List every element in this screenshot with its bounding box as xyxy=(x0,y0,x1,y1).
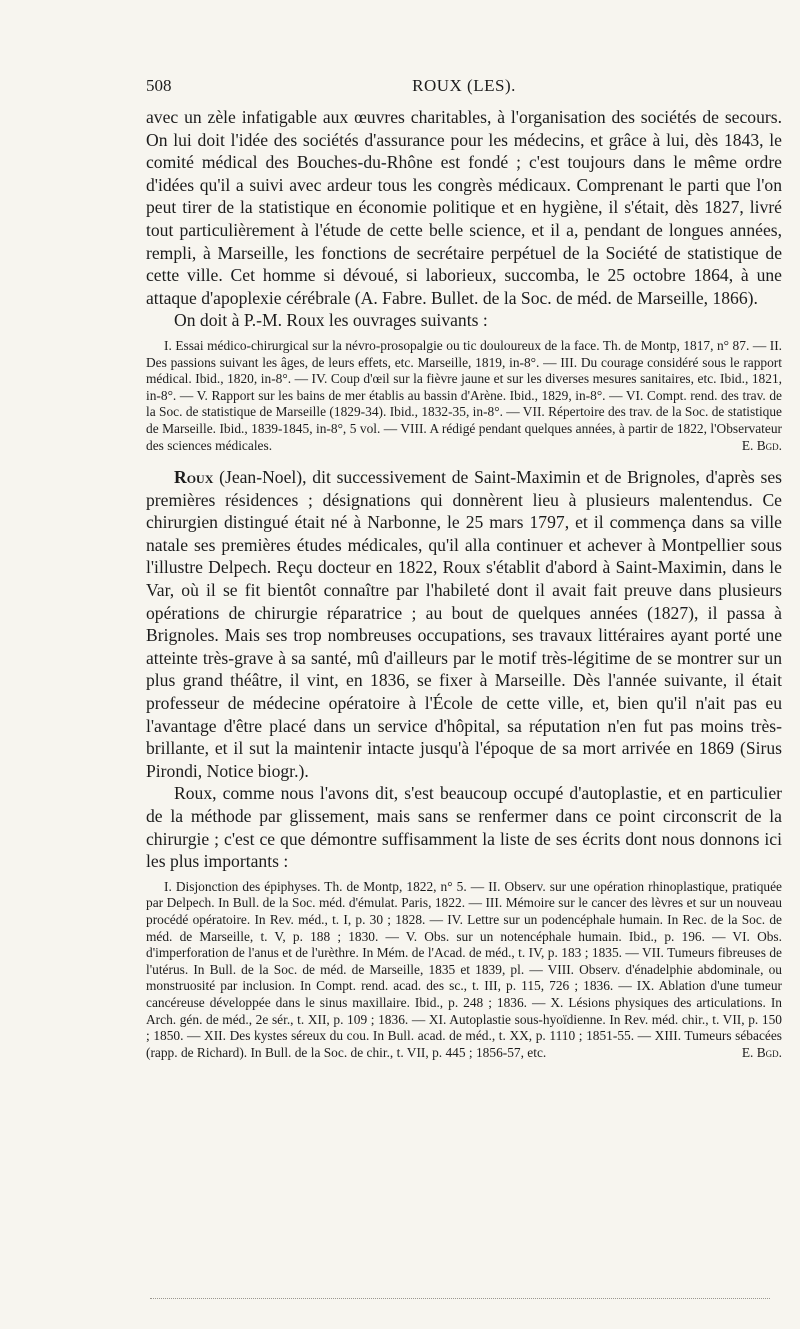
article-body xyxy=(146,106,782,332)
footer-rule xyxy=(150,1298,770,1299)
paragraph xyxy=(146,466,782,782)
author-signature: E. Bgd. xyxy=(741,437,782,453)
page-header xyxy=(146,76,782,106)
running-title: ROUX (LES). xyxy=(412,76,516,95)
article-body xyxy=(146,466,782,873)
bibliography-text: I. Disjonction des épiphyses. Th. de Montp, 1822, n° 5. — II. Observ. sur une opération rhinoplastique, pratiquée par Delpech. In Bull. de la Soc. méd. d'émulat. Paris, 1822. — III. Mémoire sur le cancer des lèvres et sur un nouveau procédé opératoire. In Rev. méd., t. I, p. 30 ; 1828. — IV. Lettre sur un podencéphale humain. In Rec. de la Soc. de méd. de Marseille, t. V, p. 188 ; 1830. — V. Obs. sur un notencéphale humain. Ibid., p. 196. — VI. Obs. d'imperforation de l'anus et de l'urèthre. In Mém. de l'Acad. de méd., t. IV, p. 183 ; 1835. — VII. Tumeurs fibreuses de l'utérus. In Bull. de la Soc. de méd. de Marseille, 1835 et 1839, pl. — VIII. Observ. d'énadelphie abdominale, ou monstruosité par inclusion. In Compt. rend. acad. des sc., t. III, p. 115, 726 ; 1836. — IX. Ablation d'une tumeur cancéreuse développée dans le sinus maxillaire. Ibid., p. 248 ; 1836. — X. Lésions physiques des articulations. In Arch. gén. de méd., 2e sér., t. XII, p. 109 ; 1836. — XI. Autoplastie sous-hyoïdienne. In Rev. méd. chir., t. VII, p. 150 ; 1850. — XII. Des kystes séreux du cou. In Bull. acad. de méd., t. XX, p. 1110 ; 1851-55. — XIII. Tumeurs sébacées (rapp. de Richard). In Bull. de la Soc. de chir., t. VII, p. 445 ; 1856-57, etc. xyxy=(146,878,782,1060)
paragraph: Roux, comme nous l'avons dit, s'est beaucoup occupé d'autoplastie, et en particulier de la méthode par glissement, mais sans se renfermer dans ce point circonscrit de la chirurgie ; c'est ce que démontre suffisamment la liste de ses écrits dont nous donnons ici les plus importants : xyxy=(146,783,782,872)
page xyxy=(146,76,782,1073)
paragraph-text: (Jean-Noel), dit successivement de Saint-Maximin et de Brignoles, d'après ses premières résidences ; désignations qui donnèrent lieu à plusieurs malentendus. Ce chirurgien distingué était né à Narbonne, le 25 mars 1797, et il commença dans sa ville natale ses premières études médicales, qu'il alla continuer et achever à Montpellier sous l'illustre Delpech. Reçu docteur en 1822, Roux s'établit d'abord à Saint-Maximin, dans le Var, où il se fit bientôt connaître par l'habileté dont il avait fait preuve dans plusieurs opérations de chirurgie réparatrice ; au bout de quelques années (1827), il passa à Brignoles. Mais ses trop nombreuses occupations, ses travaux littéraires ayant porté une atteinte très-grave à sa santé, mû d'ailleurs par le motif très-légitime de se montrer sur un plus grand théâtre, il vint, en 1836, se fixer à Marseille. Dès l'année suivante, il était professeur de médecine opératoire à l'École de cette ville, et, bien qu'il n'ait pas eu l'avantage d'être placé dans un service d'hôpital, sa réputation n'en fut pas moins très-brillante, et il sut la maintenir intacte jusqu'à l'époque de sa mort arrivée en 1869 (Sirus Pirondi, Notice biogr.). xyxy=(146,467,782,781)
entry-name: Roux xyxy=(174,467,214,488)
paragraph: avec un zèle infatigable aux œuvres charitables, à l'organisation des sociétés de secours. On lui doit l'idée des sociétés d'assurance pour les médecins, et grâce à lui, dès 1843, le comité médical des Bouches-du-Rhône est fondé ; c'est toujours dans le même ordre d'idées qu'il a suivi avec ardeur tous les congrès médicaux. Comprenant le parti que l'on peut tirer de la statistique en économie politique et en hygiène, il s'était, dès 1827, livré tout particulièrement à l'étude de cette belle science, et il a, pendant de longues années, rempli, à Marseille, les fonctions de secrétaire perpétuel de la Société de statistique de cette ville. Cet homme si dévoué, si laborieux, succomba, le 25 octobre 1864, à une attaque d'apoplexie cérébrale (A. Fabre. Bullet. de la Soc. de méd. de Marseille, 1866). xyxy=(146,107,782,308)
bibliography-notes xyxy=(146,338,782,454)
page-number: 508 xyxy=(146,76,172,95)
bibliography-notes xyxy=(146,879,782,1062)
author-signature: E. Bgd. xyxy=(741,1044,782,1060)
paragraph: On doit à P.-M. Roux les ouvrages suivants : xyxy=(174,310,488,331)
bibliography-text: I. Essai médico-chirurgical sur la névro-prosopalgie ou tic douloureux de la face. Th. de Montp, 1817, n° 87. — II. Des passions suivant les âges, de leurs effets, etc. Marseille, 1819, in-8°. — III. Du courage considéré sous le rapport médical. Ibid., 1820, in-8°. — IV. Coup d'œil sur la fièvre jaune et sur les diverses mesures sanitaires, etc. Ibid., 1821, in-8°. — V. Rapport sur les bains de mer établis au bassin d'Arène. Ibid., 1829, in-8°. — VI. Compt. rend. des trav. de la Soc. de statistique de Marseille (1829-34). Ibid., 1832-35, in-8°. — VII. Répertoire des trav. de la Soc. de statistique de Marseille. Ibid., 1839-1845, in-8°, 5 vol. — VIII. A rédigé pendant quelques années, à partir de 1822, l'Observateur des sciences médicales. xyxy=(146,337,782,453)
